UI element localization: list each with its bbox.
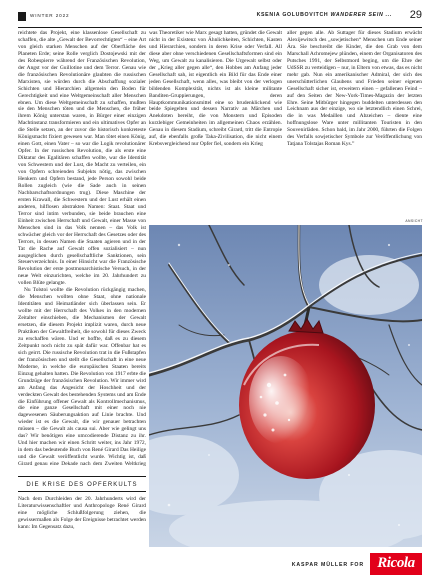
text-column-3 [287, 30, 422, 220]
text-column-1 [18, 30, 146, 466]
section-rule-top [18, 476, 146, 477]
pomegranate-photo [149, 225, 422, 547]
running-author: KSENIA GOLUBOVITCH [256, 12, 329, 18]
page-number: 29 [409, 9, 422, 21]
section-rule-bottom [18, 491, 146, 492]
running-title [257, 12, 392, 18]
page-header [18, 9, 422, 25]
running-work: WANDERER SEIN ... [330, 12, 392, 18]
paragraph: reichtete das Projekt, eine klassenlose Gesellschaft zu schaffen, die alte „Gewalt der Bevorrechtigten“ – eine Art von gleich starken Menschen auf der Oberfläche des Planeten Erde; seine Rolle verglich Dostojewski mit der des Robespierre während der Französischen Revolution, der Angst vor der Guillotine und dem Terror. Genau wie die französischen Revolutionäre glaubten die russischen Marxisten, sie würden durch die Abschaffung sozialer Schichten und Hierarchien allgemein den Boden für Gerechtigkeit und eine Weltgemeinschaft aller Menschen ebnen. Um diese Weltgemeinschaft zu schaffen, mußten sie den Menschen töten und die Menschen, die früher ihrem König unterstan waren, in Bürger einer einzigen Machtinstanz transformieren und ein ultimatives Opfer an die Stelle setzen, an der zuvor die historisch konkreteste Königsmacht fixiert gewesen war. Man tötet einen König, einen Gott, einen Vater – so war die Logik revolutionärer Opfer. In der russischen Revolution, die als erste eine Diktatur des Egalitären schaffen wollte, war die Identität von Schwestern und der Lust, die Macht zu verteilen, ein von Opfern schreienden Subjekts nötig, das zwischen Henkern und Opfern bestand, jede Person sowohl beide Rollen zugleich (wie die Sade auch in seinen Nachbarschaftsordnungen trug). Diese Maschine der ersten Krawall, die Schwestern und der Lust erhält einen anderen, hilflosen abstrakten Namen: Staat. Staat und Terror sind intim verbunden, sie beide brauchen eine Einheit zwischen Herrschaft und Gewalt, einer Masse von Menschen sind in das Volk nennen – das Volk ist schwächer gleich vor der Herrschaft des Gesetzes oder des Terrors, in dessen Namen die Staaten agieren und in der Tat die Rache auf Gewalt offen sozialisiert – nun ausgeglichen durch gesellschaftliche Sanktionen, sein Steuerverzeichnis. In einer Hinsicht war die Französische Revolution der erste postmonarchistische Versuch, in der neue Welt einzurichten, welche im 20. Jahrhundert zu vollen Blüte gelangte. [18, 30, 146, 287]
paragraph: Nach dem Durchleiden der 20. Jahrhunderts wird der Literaturwissenschaftler und Anthropologe René Girard eine mögliche Schlußfolgerung ziehen, die gewissermaßen als Folge der Ereignisse betrachtet werden kann: Im Gegensatz dazu, [18, 496, 146, 530]
text-column-2 [149, 30, 282, 223]
header-rule [18, 27, 422, 28]
paragraph: Nu Tolstoi wollte die Revolution rückgängig machen, die Menschen wollten ohne Staat, ohne nationale Identitäten und Heimatländer sich überlassen sein. Er wollte mit der Herrschaft des Volkes in den modernen Zeitalter einschieben, die Mechanismen der Gewalt ersetzen, die diesem Projekt implizit waren, durch neue Praktiken der Gewaltfreiheit, die sowohl für dieses Zweck zu erschaffen wären. Und er hoffte, daß es zu diesem Zeitpunkt noch nicht zu spät dafür war. Offenbar hat es sich geirrt. Die russische Revolution trat in die Fußstapfen der französischen und stellt die Gesellschaft in eine neue Moderne, in welche die europäischen Staaten bereits Einzug gehalten hatten. Die Revolution von 1917 erbte die Grundzüge der französischen Revolution. Wir immer wird am Anfang das Angesicht der Hoschheit und der verdeckten Gewalt des bestehenden Systems und am Ende die Einführung offener Gewalt als Kontrollmechanismus, die eine ganze Gesellschaft mit einer noch nie dagewesenen Säuberungsaktion auf Linie brachte. Und wieder ist es die Gewalt, die wir genauer betrachten müssen – die Gewalt als causa sui. Aber wie gelingt uns das? Wir benötigen eine umcodierende Distanz zu ihr. Und hier machen wir einen Schritt weiter, ins Jahr 1972, in dem das bedeutende Buch von René Girard Das Heilige und die Gewalt veröffentlicht wurde. Wichtig ist, daß Girard genau eine Dekade nach dem Zweiten Weltkrieg [18, 287, 146, 466]
ricola-logo-icon [370, 553, 422, 575]
text-column-4 [18, 496, 146, 576]
ricola-logo-text: Ricola [377, 555, 415, 571]
section-heading: DIE KRISE DES OPFERKULTS [26, 482, 138, 488]
sponsor-strip [149, 549, 422, 579]
sponsor-credit: KASPAR MÜLLER FOR [291, 562, 364, 568]
magazine-logo-icon [18, 12, 26, 21]
issue-label: WINTER 2022 [30, 13, 70, 18]
photo-credit: ANSICHT [405, 219, 423, 223]
pomegranate-illustration [149, 225, 422, 547]
paragraph: was Theoretiker wie Marx gesagt hatten, gründet die Gewalt nicht in der Existenz von Ähnlichkeiten, Schichten, Kasten und Hierarchien, sondern in deren Krise oder Verfall. All diese aber ohne verschiedenen Gesellschaftsformen sind ein Weg, um Gewalt zu kanalisieren. Die Urgewalt selbst oder der „Krieg aller gegen alle“, den Hobbes am Anfang jeder Gesellschaft sah, ist eigentlich ein Bild für das Ende einer jeden Gesellschaft, wenn alles, was bleibt von der verlogen bildenden Komplexität, nichts ist als kleine militante Banditen-Gruppierungen, deren Hauptkommunikationsmittel eine so brudenklickend wie beide Spiegelten und dessen Narrativ an Märchen und Anekdoten bereiht, die von Monstern und Episoden kurzlebiger Gemeinheiten im allgemeinen Chaos erzählen. Genau in diesem Stadium, schreibt Girard, tritt die Entropie auf, die ebenfalls große Taka-Zivilisation, die nicht einem Krebsvergleichend nur Opfer fiel, sondern ein Krieg [149, 30, 282, 148]
paragraph: aller gegen alle. Ab Suttager für dieses Stadium erwächt Alexijewitsch des „sowjetischen“ Menschen um Ende seiner Ära. Sie beschreibt die Kinder, die den Grab von dem Marschall Achromejew plünden, einem der Organisatoren des Putsches 1991, der Selbstmord beging, um die Ehre der UdSSR zu verteidigen – nur, in Eltern von etwas, das es nicht mehr gab. Nun ein amerikanischer Admiral, der sich des unerschütterlichen Glaubens und Frieden seiner eigenen Gesellschaft sicher ist, erweitern einen – gefallenen Feind – auf den Seiten der New-York-Times-Magazin der letzten Ehre. Seine Mitbürger hingegen buddelten unterdessen den Leichnam aus der einzige, wo sie letztendlich einen Schrei, die in was Medaillen und Abzeichen – diente eine hoffnungslose Ware unter millitanten Touristen in den Souvenirläden. Schon bald, im Jahr 2000, führten die Folgen des Verfalls sowjetischer Symbole zur Veröffentlichung von Tatjana Tolstajas Roman Kys.” [287, 30, 422, 148]
